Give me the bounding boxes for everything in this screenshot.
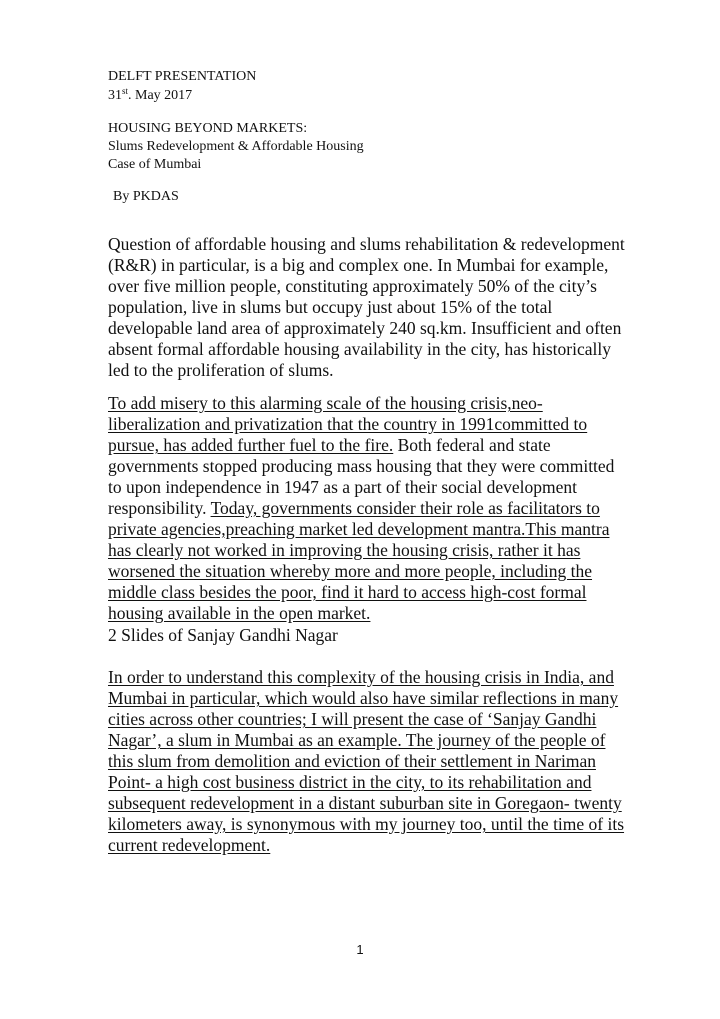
document-author: By PKDAS <box>113 189 179 204</box>
underlined-text: Today, governments consider their role as facilitators to <box>210 498 600 518</box>
underlined-text: pursue, has added further fuel to the fire. <box>108 435 394 455</box>
slides-note: 2 Slides of Sanjay Gandhi Nagar <box>108 625 338 645</box>
page-number: 1 <box>356 942 364 957</box>
date-suffix: st <box>122 86 129 96</box>
date-rest: . May 2017 <box>128 88 193 103</box>
document-case: Case of Mumbai <box>108 157 202 172</box>
paragraph-line: led to the proliferation of slums. <box>108 360 334 380</box>
plain-text: responsibility. <box>108 498 211 518</box>
paragraph-line: subsequent redevelopment in a distant suburban site in Goregaon- twenty <box>108 793 622 813</box>
paragraph-line: middle class besides the poor, find it hard to access high-cost formal <box>108 582 587 602</box>
paragraph-line: Question of affordable housing and slums rehabilitation & redevelopment <box>108 234 625 254</box>
paragraph-line: housing available in the open market. <box>108 603 371 623</box>
paragraph-line: kilometers away, is synonymous with my journey too, until the time of its <box>108 814 625 834</box>
paragraph-line: developable land area of approximately 240 sq.km. Insufficient and often <box>108 318 622 338</box>
presentation-title: DELFT PRESENTATION <box>108 69 257 84</box>
paragraph-line: population, live in slums but occupy just about 15% of the total <box>108 297 553 317</box>
paragraph-crisis <box>108 393 618 624</box>
document-subject: HOUSING BEYOND MARKETS: <box>108 121 308 136</box>
paragraph-line: cities across other countries; I will present the case of ‘Sanjay Gandhi <box>108 709 597 729</box>
paragraph-line <box>108 435 618 456</box>
paragraph-line: Nagar’, a slum in Mumbai as an example. The journey of the people of <box>108 730 606 750</box>
paragraph-line: To add misery to this alarming scale of the housing crisis,neo- <box>108 393 543 413</box>
paragraph-line: governments stopped producing mass housing that they were committed <box>108 456 615 476</box>
paragraph-line: Point- a high cost business district in the city, to its rehabilitation and <box>108 772 592 792</box>
paragraph-line: has clearly not worked in improving the housing crisis, rather it has <box>108 540 581 560</box>
paragraph-line: over five million people, constituting approximately 50% of the city’s <box>108 276 597 296</box>
paragraph-line: absent formal affordable housing availability in the city, has historically <box>108 339 611 359</box>
paragraph-line: Mumbai in particular, which would also have similar reflections in many <box>108 688 619 708</box>
paragraph-line: current redevelopment. <box>108 835 271 855</box>
paragraph-case <box>108 667 625 856</box>
paragraph-line: (R&R) in particular, is a big and complex one. In Mumbai for example, <box>108 255 609 275</box>
presentation-date <box>108 87 192 105</box>
paragraph-line: liberalization and privatization that the country in 1991committed to <box>108 414 588 434</box>
paragraph-line: worsened the situation whereby more and more people, including the <box>108 561 593 581</box>
paragraph-line: this slum from demolition and eviction of their settlement in Nariman <box>108 751 596 771</box>
paragraph-line: In order to understand this complexity of the housing crisis in India, and <box>108 667 614 687</box>
paragraph-line: private agencies,preaching market led development mantra.This mantra <box>108 519 610 539</box>
paragraph-line: to upon independence in 1947 as a part of their social development <box>108 477 577 497</box>
paragraph-line <box>108 498 618 519</box>
paragraph-intro <box>108 234 625 381</box>
document-subtitle: Slums Redevelopment & Affordable Housing <box>108 139 364 154</box>
date-day: 31 <box>108 88 122 103</box>
plain-text: Both federal and state <box>393 435 551 455</box>
